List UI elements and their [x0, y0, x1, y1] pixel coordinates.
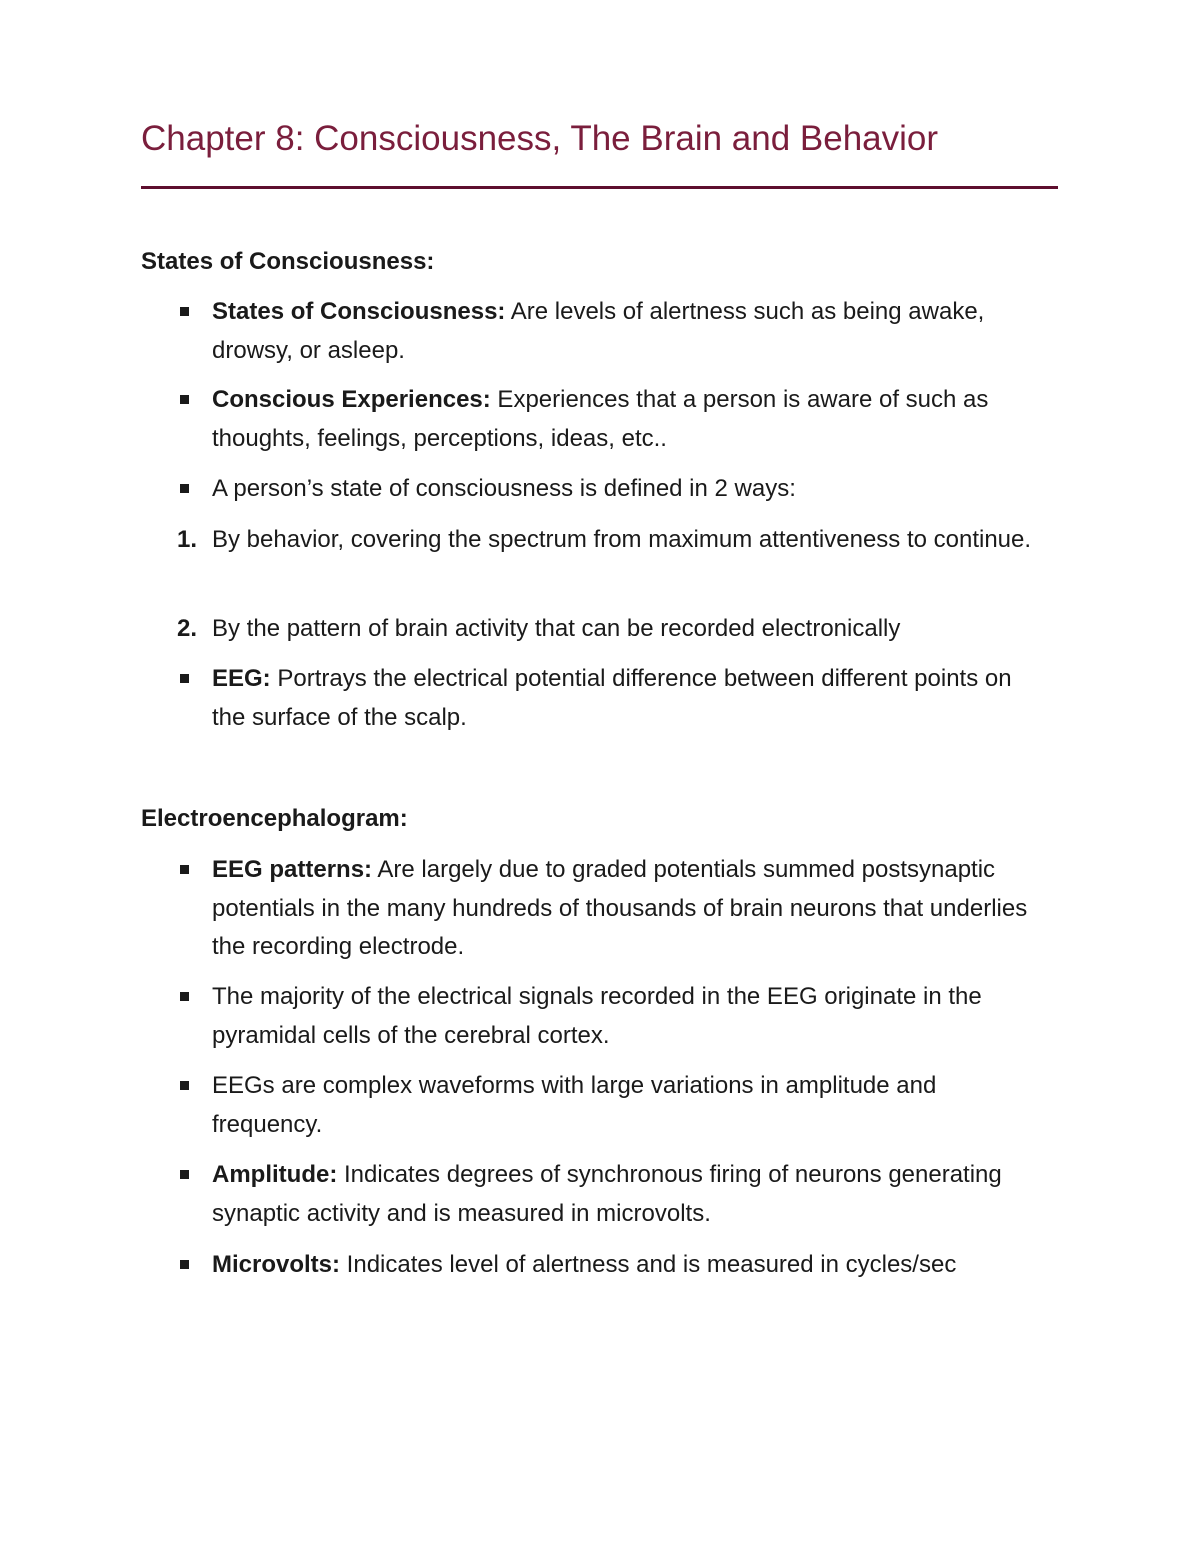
item-text: EEGs are complex waveforms with large variations in amplitude and frequency. [212, 1072, 937, 1138]
list-item [141, 660, 1041, 737]
list-number: 2. [177, 615, 198, 642]
item-text: Portrays the electrical potential difference between different points on the surface of the scalp. [212, 665, 1012, 731]
item-term: EEG: [212, 665, 271, 692]
square-bullet-icon [180, 674, 189, 683]
item-text: By behavior, covering the spectrum from maximum attentiveness to continue. [212, 526, 1032, 553]
item-text: Indicates level of alertness and is measured in cycles/sec [340, 1251, 957, 1278]
square-bullet-icon [180, 484, 189, 493]
list-item [141, 1246, 1041, 1285]
list-item [141, 978, 1041, 1055]
page-title: Chapter 8: Consciousness, The Brain and Behavior [141, 119, 939, 158]
list-item [141, 381, 1041, 458]
list-item [141, 1156, 1041, 1233]
list-item [141, 521, 1041, 560]
item-text: The majority of the electrical signals recorded in the EEG originate in the pyramidal cells of the cerebral cortex. [212, 983, 982, 1049]
list-item [141, 851, 1041, 967]
list-item [141, 470, 1041, 509]
item-text: Are largely due to graded potentials summed postsynaptic potentials in the many hundreds of thousands of brain neurons that underlies the recording electrode. [212, 856, 1028, 960]
square-bullet-icon [180, 1260, 189, 1269]
item-term: Conscious Experiences: [212, 386, 491, 413]
section-heading-eeg: Electroencephalogram: [141, 805, 408, 832]
title-divider [141, 186, 1058, 189]
item-text: By the pattern of brain activity that can be recorded electronically [212, 615, 901, 642]
item-text: Experiences that a person is aware of such as thoughts, feelings, perceptions, ideas, etc.. [212, 386, 989, 452]
item-term: Amplitude: [212, 1161, 338, 1188]
square-bullet-icon [180, 992, 189, 1001]
item-text: Indicates degrees of synchronous firing of neurons generating synaptic activity and is measured in microvolts. [212, 1161, 1002, 1227]
section-heading-states: States of Consciousness: [141, 248, 435, 275]
item-term: EEG patterns: [212, 856, 373, 883]
list-item [141, 610, 1041, 649]
item-term: Microvolts: [212, 1251, 341, 1278]
list-item [141, 293, 1041, 370]
item-term: States of Consciousness: [212, 298, 506, 325]
square-bullet-icon [180, 1081, 189, 1090]
square-bullet-icon [180, 395, 189, 404]
item-text: A person’s state of consciousness is defined in 2 ways: [212, 475, 796, 502]
item-text: Are levels of alertness such as being awake, drowsy, or asleep. [212, 298, 985, 364]
square-bullet-icon [180, 865, 189, 874]
list-number: 1. [177, 526, 198, 553]
list-item [141, 1067, 1041, 1144]
square-bullet-icon [180, 307, 189, 316]
square-bullet-icon [180, 1170, 189, 1179]
